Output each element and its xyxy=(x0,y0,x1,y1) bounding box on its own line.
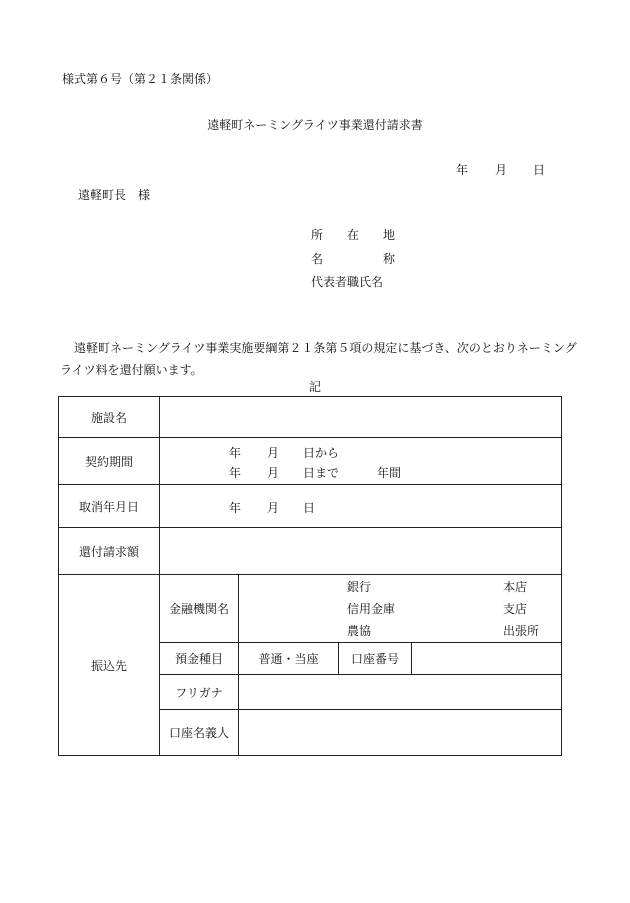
facility-input[interactable] xyxy=(160,397,562,438)
date-year: 年 xyxy=(456,163,469,177)
facility-label: 施設名 xyxy=(59,397,160,438)
cancel-date-input[interactable] xyxy=(160,485,562,528)
deposit-type-value[interactable]: 普通・当座 xyxy=(239,643,339,675)
contract-period-input[interactable] xyxy=(160,438,562,485)
account-number-input[interactable] xyxy=(412,643,562,675)
contract-end-month: 月 xyxy=(267,466,280,480)
holder-input[interactable] xyxy=(239,710,562,756)
contract-end-day: 日まで xyxy=(303,466,340,480)
furigana-input[interactable] xyxy=(239,675,562,710)
cancel-row xyxy=(59,485,562,528)
bank-row xyxy=(59,575,562,643)
addressee: 遠軽町長 様 xyxy=(78,188,151,202)
refund-form-table xyxy=(58,396,562,756)
date-day: 日 xyxy=(533,163,546,177)
cancel-label: 取消年月日 xyxy=(59,485,160,528)
bank-input[interactable] xyxy=(239,575,562,643)
deposit-label: 預金種目 xyxy=(160,643,239,675)
contract-end-year: 年 xyxy=(229,466,242,480)
contract-row xyxy=(59,438,562,485)
amount-input[interactable] xyxy=(160,528,562,575)
transfer-label: 振込先 xyxy=(59,575,160,756)
cancel-year: 年 xyxy=(229,501,242,515)
contract-start-year: 年 xyxy=(229,446,242,460)
facility-row xyxy=(59,397,562,438)
furigana-label: フリガナ xyxy=(160,675,239,710)
branch-type-branch: 支店 xyxy=(503,602,528,616)
contract-years: 年間 xyxy=(377,466,402,480)
document-title: 遠軽町ネーミングライツ事業還付請求書 xyxy=(207,118,423,132)
contract-label: 契約期間 xyxy=(59,438,160,485)
form-number: 様式第６号（第２１条関係） xyxy=(62,72,219,86)
bank-type-nokyo: 農協 xyxy=(347,624,372,638)
bank-type-bank: 銀行 xyxy=(347,580,372,594)
representative-label: 代表者職氏名 xyxy=(311,275,384,289)
address-label: 所 在 地 xyxy=(311,228,396,242)
amount-label: 還付請求額 xyxy=(59,528,160,575)
name-label: 名 称 xyxy=(311,252,396,266)
contract-start-month: 月 xyxy=(267,446,280,460)
branch-type-head: 本店 xyxy=(503,580,528,594)
ki-label: 記 xyxy=(308,380,321,394)
bank-type-shinkin: 信用金庫 xyxy=(347,602,396,616)
holder-label: 口座名義人 xyxy=(160,710,239,756)
branch-type-office: 出張所 xyxy=(503,624,540,638)
cancel-month: 月 xyxy=(267,501,280,515)
body-text: 遠軽町ネーミングライツ事業実施要綱第２１条第５項の規定に基づき、次のとおりネーミングライツ料を還付願います。 xyxy=(60,341,577,377)
date-month: 月 xyxy=(495,163,508,177)
contract-start-day: 日から xyxy=(303,446,340,460)
bank-label: 金融機関名 xyxy=(160,575,239,643)
cancel-day: 日 xyxy=(303,501,316,515)
account-number-label: 口座番号 xyxy=(339,643,412,675)
amount-row xyxy=(59,528,562,575)
